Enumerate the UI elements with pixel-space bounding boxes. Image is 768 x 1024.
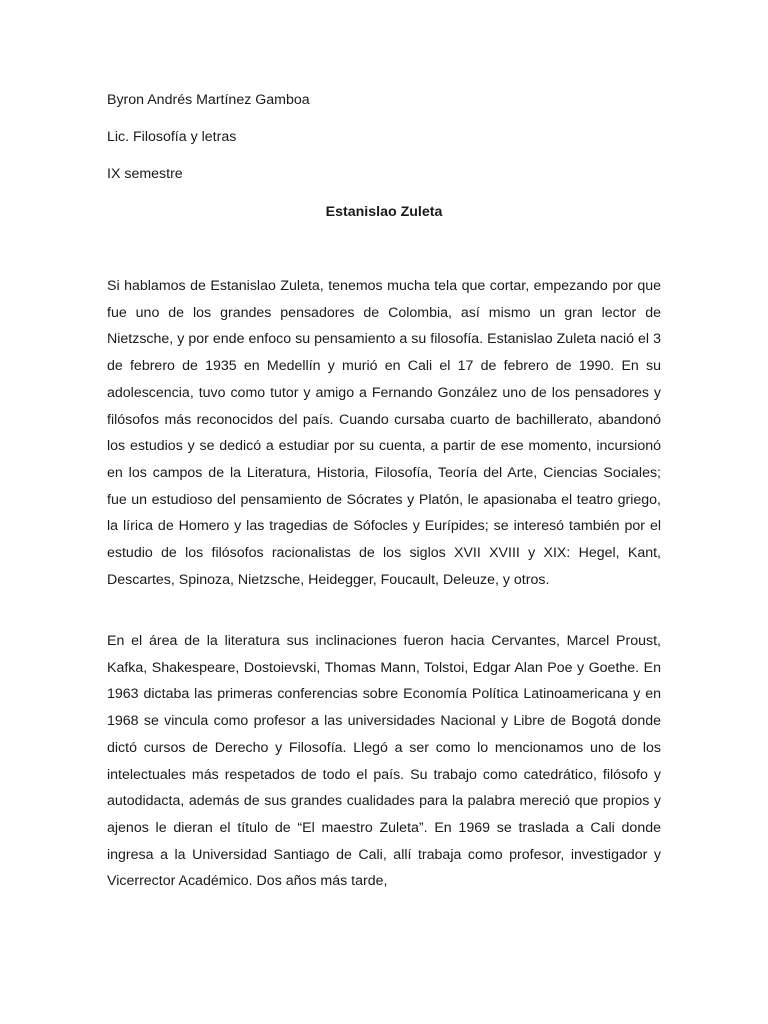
program-name: Lic. Filosofía y letras	[107, 129, 237, 145]
author-name: Byron Andrés Martínez Gamboa	[107, 92, 310, 108]
body-paragraph: En el área de la literatura sus inclinaciones fueron hacia Cervantes, Marcel Proust, Kafka, Shakespeare, Dostoievski, Thomas Mann, Tolstoi, Edgar Alan Poe y Goethe. En 1963 dictaba las primeras conferencias sobre Economía Política Latinoamericana y en 1968 se vincula como profesor a las universidades Nacional y Libre de Bogotá donde dictó cursos de Derecho y Filosofía. Llegó a ser como lo mencionamos uno de los intelectuales más respetados de todo el país. Su trabajo como catedrático, filósofo y autodidacta, además de sus grandes cualidades para la palabra mereció que propios y ajenos le dieran el título de “El maestro Zuleta”. En 1969 se traslada a Cali donde ingresa a la Universidad Santiago de Cali, allí trabaja como profesor, investigador y Vicerrector Académico. Dos años más tarde,	[107, 633, 661, 890]
document-title: Estanislao Zuleta	[325, 204, 443, 220]
body-paragraph: Si hablamos de Estanislao Zuleta, tenemos mucha tela que cortar, empezando por que fue uno de los grandes pensadores de Colombia, así mismo un gran lector de Nietzsche, y por ende enfoco su pensamiento a su filosofía. Estanislao Zuleta nació el 3 de febrero de 1935 en Medellín y murió en Cali el 17 de febrero de 1990. En su adolescencia, tuvo como tutor y amigo a Fernando González uno de los pensadores y filósofos más reconocidos del país. Cuando cursaba cuarto de bachillerato, abandonó los estudios y se dedicó a estudiar por su cuenta, a partir de ese momento, incursionó en los campos de la Literatura, Historia, Filosofía, Teoría del Arte, Ciencias Sociales; fue un estudioso del pensamiento de Sócrates y Platón, le apasionaba el teatro griego, la lírica de Homero y las tragedias de Sófocles y Eurípides; se interesó también por el estudio de los filósofos racionalistas de los siglos XVII XVIII y XIX: Hegel, Kant, Descartes, Spinoza, Nietzsche, Heidegger, Foucault, Deleuze, y otros.	[107, 278, 661, 588]
semester-label: IX semestre	[107, 166, 183, 182]
